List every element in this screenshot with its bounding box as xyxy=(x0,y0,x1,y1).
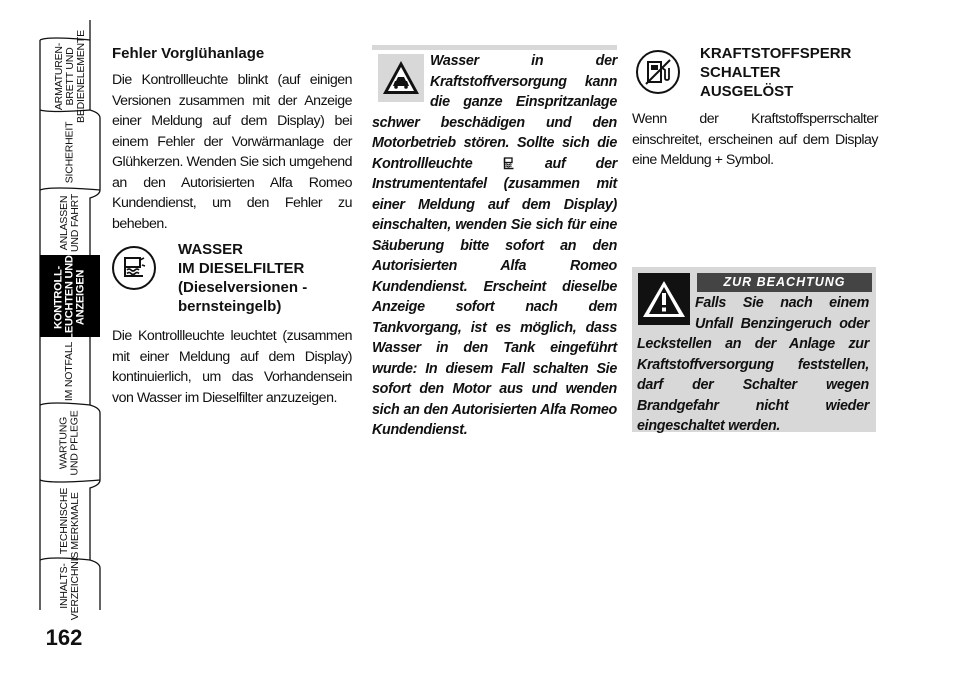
tab-im-notfall[interactable] xyxy=(40,340,100,403)
page-number: 162 xyxy=(45,625,83,650)
tab-label: ARMATUREN- BRETT UND BEDIENELEMENTE xyxy=(52,29,87,123)
note-text xyxy=(637,293,869,437)
section-title-line: SCHALTER xyxy=(700,64,781,81)
warning-water-text xyxy=(372,51,617,441)
water-in-fuel-filter-icon xyxy=(112,246,156,290)
section-body-vorgluehanlage: Die Kontrollleuchte blinkt (auf einigen Versionen zusammen mit der Anzeige einer Meldung auf dem Display) bei einem Fehler der Vorwärmanlage der Glühkerzen. Wenden Sie sich umgehend an den Autorisierten Alfa Romeo Kundendienst, um den Fehler zu beheben. xyxy=(112,72,352,232)
tab-inhaltsverzeichnis[interactable] xyxy=(40,551,100,621)
tab-wartung[interactable] xyxy=(40,408,100,478)
section-title-line: AUSGELÖST xyxy=(700,83,794,100)
tab-label: ANLASSEN UND FAHRT xyxy=(58,193,81,253)
section-title-line: IM DIESELFILTER xyxy=(178,260,305,277)
note-text-content: Falls Sie nach einem Unfall Benzingeruch oder Leckstellen an der Anlage zur Kraftstoffversorgung feststellen, darf der Schalter wegen Brandgefahr nicht wieder eingeschaltet werden. xyxy=(637,295,869,434)
section-body-wasser: Die Kontrollleuchte leuchtet (zusammen mit einer Meldung auf dem Display) kontinuierlich, um das Vorhandensein von Wasser im Dieselfilter anzuzeigen. xyxy=(112,328,352,406)
fuel-cutoff-icon xyxy=(636,50,680,94)
fuel-cutoff-title-block xyxy=(700,44,880,101)
tab-sicherheit[interactable] xyxy=(40,115,100,190)
tab-label: KONTROLL- LEUCHTEN UND ANZEIGEN xyxy=(52,254,87,340)
chapter-sidebar xyxy=(0,0,110,692)
section-title-vorgluehanlage: Fehler Vorglühanlage xyxy=(112,45,265,62)
warning-text-part1: Wasser in der Kraftstoffversorgung kann die ganze Einspritzanlage schwer beschädigen und den Motorbetrieb stören. Sollte sich die Kontrollleuchte xyxy=(372,53,617,172)
section-title-line: KRAFTSTOFFSPERR xyxy=(700,45,852,62)
tab-label: INHALTS- VERZEICHNIS xyxy=(58,551,81,621)
float-spacer xyxy=(637,293,695,331)
warning-top-rule xyxy=(372,45,617,50)
section-title-wasser-block xyxy=(178,240,353,316)
float-spacer xyxy=(372,51,430,111)
note-label-badge: ZUR BEACHTUNG xyxy=(697,273,872,292)
tab-technische-merkmale[interactable] xyxy=(40,483,100,558)
warning-text-part2: auf der Instrumententafel (zusammen mit einer Meldung auf dem Display) einschalten, wenden Sie sich für eine Säuberung bitte sofort an den Autorisierten Alfa Romeo Kundendienst. Erscheint dieselbe Anzeige sofort nach dem Tankvorgang, ist es möglich, dass Wasser in den Tank eingeführt wurde: In diesem Fall schalten Sie sofort den Motor aus und wenden sich an den Autorisierten Alfa Romeo Kundendienst. xyxy=(372,155,617,438)
tab-anlassen[interactable] xyxy=(40,192,100,254)
tab-label: IM NOTFALL xyxy=(63,341,76,402)
section-title-line: (Dieselversionen - xyxy=(178,279,308,296)
section-title-line: bernsteingelb) xyxy=(178,298,282,315)
tab-armaturenbrett[interactable] xyxy=(40,29,100,123)
section-title-line: WASSER xyxy=(178,241,244,258)
fuel-cutoff-body: Wenn der Kraftstoffsperrschalter einschreitet, erscheinen auf dem Display eine Meldung + Symbol. xyxy=(632,111,878,168)
tab-label: TECHNISCHE MERKMALE xyxy=(58,487,82,554)
tab-label: SICHERHEIT xyxy=(63,121,76,184)
water-filter-inline-icon xyxy=(503,157,515,170)
tab-kontrollleuchten[interactable] xyxy=(40,254,100,340)
tab-label: WARTUNG UND PFLEGE xyxy=(58,410,82,476)
